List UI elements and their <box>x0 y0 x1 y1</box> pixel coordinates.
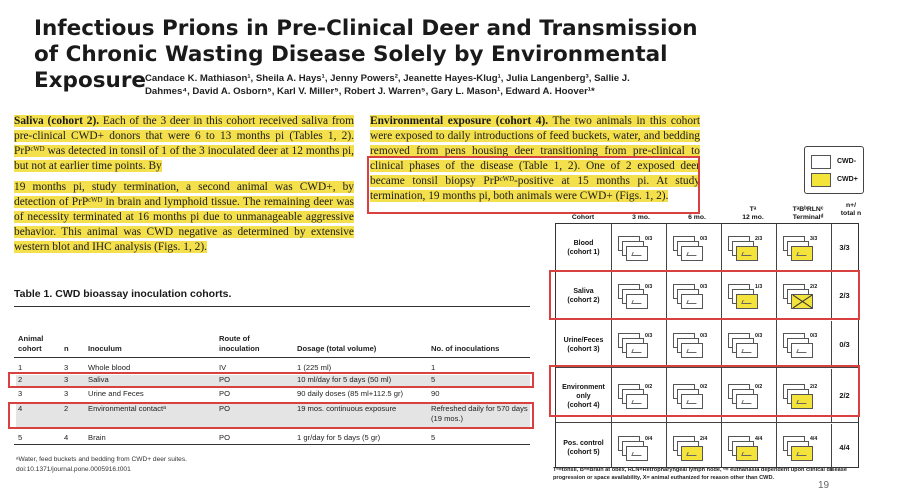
table1-cell: 3 <box>18 389 23 398</box>
tissue-card-icon <box>736 446 758 461</box>
grid-cell <box>618 436 658 460</box>
grid-cell <box>728 236 768 260</box>
grid-environment-callout <box>549 365 860 417</box>
grid-cell-fraction: 2/4 <box>700 435 708 442</box>
grid-cell <box>783 436 823 460</box>
table1-cell: 1 (225 ml) <box>297 363 332 372</box>
table1-header-cell: Inoculum <box>88 344 122 353</box>
table1-cell: 3 <box>64 389 69 398</box>
table1-cell: 2 <box>18 375 23 384</box>
table-row <box>556 424 858 471</box>
table1-cell: Brain <box>88 433 106 442</box>
table1-title: Table 1. CWD bioassay inoculation cohorts. <box>14 288 232 300</box>
grid-cell <box>618 333 658 357</box>
grid-cell <box>673 236 713 260</box>
saliva-text-2: 19 months pi, study termination, a second animal was CWD+, by detection of PrPᶜᵂᴰ in brain and lymphoid tissue. The remaining deer was of necessity terminated at 16 months pi due to unmanageable aggressive behavior. This animal was CWD negative as determined by extensive western blot and IHC analysis (Figs. 1, 2). <box>14 181 354 253</box>
grid-cell <box>618 236 658 260</box>
table1-cell: Saliva <box>88 375 109 384</box>
grid-row-total: 4/4 <box>831 424 857 471</box>
grid-row-total: 3/3 <box>831 224 857 271</box>
grid-cell <box>728 333 768 357</box>
table1-cell: PO <box>219 375 230 384</box>
grid-cell-fraction: 0/3 <box>645 332 653 339</box>
tissue-card-icon <box>791 246 813 261</box>
grid-header-cohort: Cohort <box>571 214 595 221</box>
table1-cell: 90 <box>431 389 440 398</box>
table1-header-cell: n <box>64 344 69 353</box>
table1-cell: Whole blood <box>88 363 131 372</box>
table1-header-cell: Dosage (total volume) <box>297 344 377 353</box>
tissue-card-icon <box>681 246 703 261</box>
grid-cell <box>673 436 713 460</box>
grid-cell-fraction: 4/4 <box>755 435 763 442</box>
grid-cell-fraction: 3/3 <box>810 235 818 242</box>
table1-cell: 1 <box>431 363 436 372</box>
table1-cell: 1 gr/day for 5 days (5 gr) <box>297 433 381 442</box>
table1-cell: 5 <box>18 433 23 442</box>
environmental-text: The two animals in this cohort were exposed to daily introductions of feed buckets, water, and bedding removed from pens housing deer transitioning from pre-clinical to clinical phases of the disease (Table 1, 2). One of 2 exposed deer became tonsil biopsy PrPᶜᵂᴰ-positive at 15 months pi. At study termination, 19 months pi, both animals were CWD+ (Figs. 1, 2). <box>370 115 700 202</box>
page-number: 19 <box>818 480 830 491</box>
legend-negative-swatch <box>811 155 831 169</box>
tissue-sketch-icon <box>741 452 752 456</box>
grid-cell-fraction: 0/3 <box>700 235 708 242</box>
grid-cell <box>728 436 768 460</box>
tissue-card-icon <box>791 446 813 461</box>
tissue-sketch-icon <box>631 252 642 256</box>
grid-row-total: 2/3 <box>831 272 857 320</box>
grid-cell-fraction: 0/3 <box>810 332 818 339</box>
tissue-card-icon <box>626 343 648 358</box>
tissue-card-icon <box>736 343 758 358</box>
grid-row-total: 0/3 <box>831 321 857 368</box>
grid-cell-fraction: 0/4 <box>645 435 653 442</box>
grid-cell-fraction: 2/3 <box>755 235 763 242</box>
grid-cell <box>783 236 823 260</box>
saliva-text-1: Each of the 3 deer in this cohort received saliva from pre-clinical CWD+ donors that were 6 to 13 months pi (Tables 1, 2). PrPᶜᵂᴰ was detected in tonsil of 1 of the 3 inoculated deer at 12 months pi, but not at earlier time points. By <box>14 115 354 172</box>
table1-cell: PO <box>219 389 230 398</box>
grid-row-label: Saliva (cohort 2) <box>567 288 600 304</box>
grid-footnote: Tᵃ=tonsil, Bᵇ=Brain at obex, RLN=Retropharyngeal lymph node, ᵈ= euthanasia dependent upon clinical disease progression or space availability, X= animal euthanized for reason other than CWD. <box>553 467 848 481</box>
tissue-sketch-icon <box>796 349 807 353</box>
grid-header-3mo: 3 mo. <box>632 214 650 221</box>
tissue-result-grid <box>555 223 859 468</box>
tissue-card-icon <box>681 343 703 358</box>
tissue-sketch-icon <box>686 349 697 353</box>
table-row <box>556 224 858 271</box>
tissue-card-icon <box>681 446 703 461</box>
table1-cell: 3 <box>64 375 69 384</box>
table-row <box>16 389 530 403</box>
slide-title: Infectious Prions in Pre-Clinical Deer and Transmission of Chronic Wasting Disease Solely by Environmental Exposure <box>34 16 698 93</box>
table1-cell: Urine and Feces <box>88 389 144 398</box>
table1-header-cell: No. of inoculations <box>431 344 500 353</box>
grid-cell-fraction: 0/3 <box>755 332 763 339</box>
grid-cell-fraction: 0/2 <box>755 384 763 390</box>
grid-row-label: Blood (cohort 1) <box>567 239 600 256</box>
tissue-sketch-icon <box>631 452 642 456</box>
tissue-sketch-icon <box>796 452 807 456</box>
table1-footnote <box>16 455 187 475</box>
table1-footnote-line: ᵃWater, feed buckets and bedding from CWD+ deer suites. <box>16 456 187 463</box>
table1-header-cell: Route of inoculation <box>219 334 260 353</box>
table1-cell: PO <box>219 433 230 442</box>
table1-cell: PO <box>219 404 230 413</box>
tissue-card-icon <box>626 446 648 461</box>
tissue-card-icon <box>791 343 813 358</box>
grid-row-total: 2/2 <box>831 369 857 423</box>
legend-negative-label: CWD- <box>837 158 857 165</box>
grid-row-label: Urine/Feces (cohort 3) <box>563 336 604 353</box>
grid-header-terminal: TᵃBᵇRLNᶜ Terminalᵈ <box>792 206 824 221</box>
table1-saliva-callout <box>8 372 534 388</box>
grid-header-12mo: Tᵃ 12 mo. <box>742 206 764 221</box>
grid-header-6mo: 6 mo. <box>688 214 706 221</box>
author-list: Candace K. Mathiason¹, Sheila A. Hays¹, Jenny Powers², Jeanette Hayes-Klug¹, Julia Langenberg³, Sallie J. Dahmes⁴, David A. Osborn⁵, Karl V. Miller⁵, Robert J. Warren⁵, Gary L. Mason¹, Edward A. Hoover¹* <box>145 73 630 97</box>
table1-doi: doi:10.1371/journal.pone.0005916.t001 <box>16 466 131 473</box>
grid-cell <box>783 333 823 357</box>
saliva-paragraph-2 <box>14 180 354 255</box>
table-row <box>16 433 530 447</box>
table1-environment-callout <box>8 402 534 429</box>
legend-positive-swatch <box>811 173 831 187</box>
grid-cell-fraction: 0/3 <box>645 235 653 242</box>
table1-cell: 4 <box>18 404 23 413</box>
legend-positive-label: CWD+ <box>837 176 858 183</box>
grid-cell-fraction: 0/3 <box>645 284 653 290</box>
table1-cell: 5 <box>431 433 436 442</box>
grid-cell-fraction: 0/2 <box>645 384 653 390</box>
table1-header-row <box>16 334 530 358</box>
table1-cell: 19 mos. continuous exposure <box>297 404 397 413</box>
grid-legend <box>804 146 864 194</box>
table1-header-cell: Animal cohort <box>18 334 44 353</box>
tissue-sketch-icon <box>686 252 697 256</box>
tissue-sketch-icon <box>741 349 752 353</box>
saliva-paragraph-1 <box>14 114 354 174</box>
grid-cell-fraction: 0/2 <box>700 384 708 390</box>
grid-cell-fraction: 2/2 <box>810 284 818 290</box>
grid-cell-fraction: 2/2 <box>810 384 818 390</box>
tissue-sketch-icon <box>741 252 752 256</box>
grid-cell-fraction: 0/3 <box>700 332 708 339</box>
table1-cell: 4 <box>64 433 69 442</box>
tissue-sketch-icon <box>796 252 807 256</box>
table1-top-rule <box>14 306 530 307</box>
tissue-card-icon <box>626 246 648 261</box>
table1-cell: 10 ml/day for 5 days (50 ml) <box>297 375 392 384</box>
grid-cell-fraction: 4/4 <box>810 435 818 442</box>
saliva-heading: Saliva (cohort 2). <box>14 115 100 127</box>
tissue-card-icon <box>736 246 758 261</box>
table1-cell: 90 daily doses (85 ml+112.5 gr) <box>297 389 404 398</box>
table1-cell: Environmental contactᵃ <box>88 404 166 413</box>
tissue-sketch-icon <box>686 452 697 456</box>
table1-cell: 5 <box>431 375 436 384</box>
table1-cell: 3 <box>64 363 69 372</box>
grid-row-label: Pos. control (cohort 5) <box>563 439 604 456</box>
table1-cell: 1 <box>18 363 23 372</box>
table-row <box>556 321 858 368</box>
environmental-heading: Environmental exposure (cohort 4). <box>370 115 549 127</box>
grid-cell-fraction: 1/3 <box>755 284 763 290</box>
table1-cell: IV <box>219 363 227 372</box>
tissue-sketch-icon <box>631 349 642 353</box>
grid-cell-fraction: 0/3 <box>700 284 708 290</box>
table1-cell: 2 <box>64 404 69 413</box>
table1-cell: Refreshed daily for 570 days (19 mos.) <box>431 404 528 423</box>
grid-saliva-callout <box>549 270 860 320</box>
grid-cell <box>673 333 713 357</box>
grid-row-label: Environment only (cohort 4) <box>562 383 605 409</box>
grid-header-n-total: n+/ total n <box>840 202 862 217</box>
